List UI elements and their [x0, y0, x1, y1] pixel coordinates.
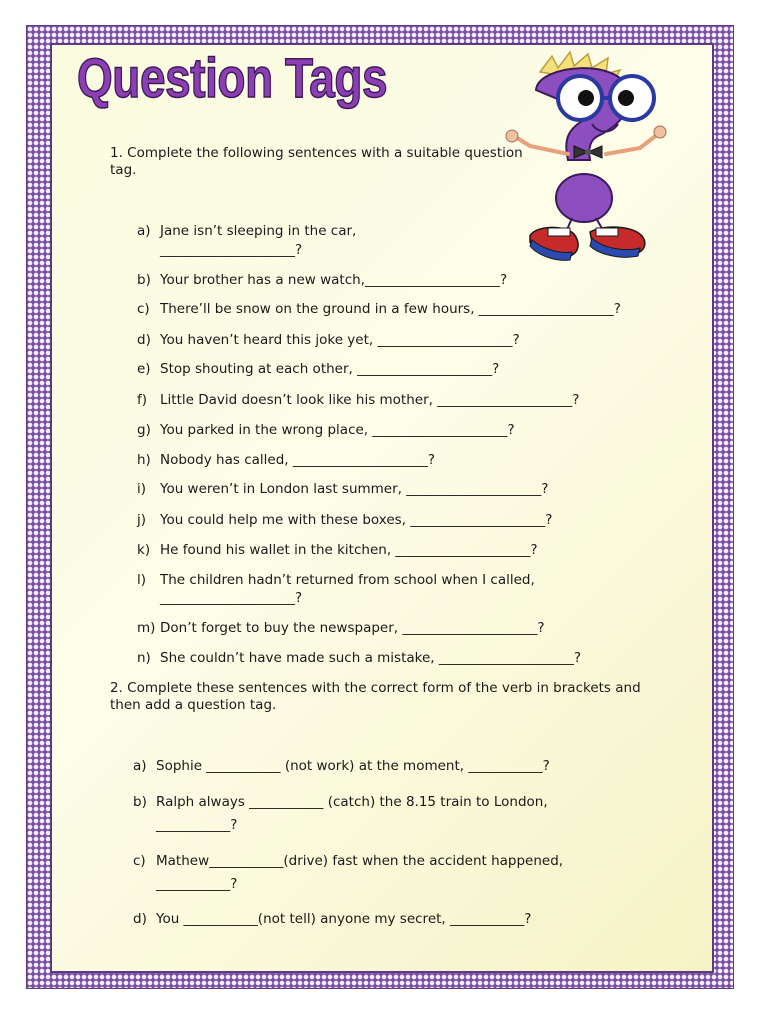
exercise-1-item: j) You could help me with these boxes, ____________________?	[137, 512, 553, 528]
exercise-1-item: n) She couldn’t have made such a mistake, ____________________?	[137, 650, 582, 666]
page-title: Question Tags	[77, 46, 388, 109]
exercise-2-instruction: 2. Complete these sentences with the correct form of the verb in brackets and then add a question tag.	[110, 680, 641, 713]
exercise-1-item: g) You parked in the wrong place, ____________________?	[137, 422, 515, 438]
exercise-1-item: f) Little David doesn’t look like his mother, ____________________?	[137, 392, 580, 408]
exercise-2-item: a) Sophie ___________ (not work) at the moment, ___________?	[133, 758, 550, 774]
exercise-2-item-continuation: ___________?	[156, 876, 238, 892]
exercise-1-instruction: 1. Complete the following sentences with a suitable question tag.	[110, 145, 523, 178]
exercise-1-item: h) Nobody has called, ____________________?	[137, 452, 436, 468]
exercise-1-item: e) Stop shouting at each other, ____________________?	[137, 361, 500, 377]
exercise-1-item: c) There’ll be snow on the ground in a few hours, ____________________?	[137, 301, 621, 317]
exercise-1-item: k) He found his wallet in the kitchen, ____________________?	[137, 542, 538, 558]
exercise-1-item-continuation: ____________________?	[160, 242, 303, 258]
exercise-2-item: c) Mathew___________(drive) fast when the accident happened,	[133, 853, 564, 869]
exercise-1-item: b) Your brother has a new watch,____________________?	[137, 272, 508, 288]
exercise-2-item-continuation: ___________?	[156, 817, 238, 833]
exercise-1-item: d) You haven’t heard this joke yet, ____________________?	[137, 332, 520, 348]
exercise-2-item: d) You ___________(not tell) anyone my secret, ___________?	[133, 911, 532, 927]
exercise-1-item: a) Jane isn’t sleeping in the car,	[137, 223, 357, 239]
exercise-1-item: l) The children hadn’t returned from school when I called,	[137, 572, 535, 588]
exercise-2-item: b) Ralph always ___________ (catch) the 8.15 train to London,	[133, 794, 548, 810]
exercise-1-item-continuation: ____________________?	[160, 590, 303, 606]
exercise-1-item: i) You weren’t in London last summer, ____________________?	[137, 481, 549, 497]
exercise-1-item: m) Don’t forget to buy the newspaper, ____________________?	[137, 620, 545, 636]
